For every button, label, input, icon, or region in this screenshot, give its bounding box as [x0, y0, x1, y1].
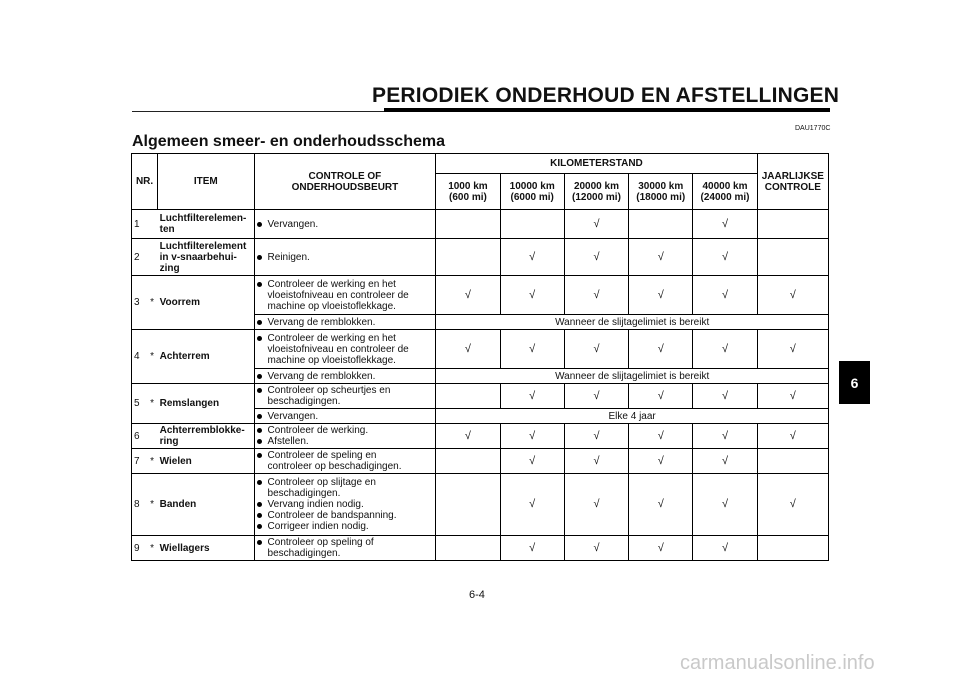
check-mark: √ — [629, 474, 693, 536]
row-control — [254, 210, 436, 239]
header-km-4 — [629, 174, 693, 210]
check-mark: √ — [500, 536, 564, 561]
check-mark: √ — [500, 276, 564, 315]
table-row — [132, 449, 829, 474]
check-mark: √ — [500, 424, 564, 449]
check-mark: √ — [500, 330, 564, 369]
row-item — [158, 330, 254, 384]
header-km-5 — [693, 174, 757, 210]
table-row — [132, 239, 829, 276]
bullet-line: Corrigeer indien nodig. — [267, 521, 369, 532]
row-star: * — [147, 449, 158, 474]
row-star: * — [147, 384, 158, 424]
empty-cell — [757, 210, 828, 239]
check-mark: √ — [564, 384, 628, 409]
header-km-2 — [500, 174, 564, 210]
check-mark: √ — [629, 449, 693, 474]
chapter-tab: 6 — [839, 361, 870, 404]
bullet-line: machine op vloeistoflekkage. — [267, 354, 396, 366]
check-mark: √ — [757, 330, 828, 369]
header-annual-line: CONTROLE — [764, 181, 821, 193]
check-mark: √ — [693, 239, 757, 276]
row-star — [147, 210, 158, 239]
check-mark: √ — [500, 239, 564, 276]
header-nr: NR. — [132, 154, 158, 210]
bullet-line: Controleer de werking. — [267, 425, 369, 436]
bullet-line: Controleer de speling en — [267, 450, 377, 461]
check-mark: √ — [500, 449, 564, 474]
header-item: ITEM — [158, 154, 254, 210]
bullet-line: Vervang indien nodig. — [267, 499, 364, 510]
empty-cell — [757, 536, 828, 561]
check-mark: √ — [757, 474, 828, 536]
page-title: PERIODIEK ONDERHOUD EN AFSTELLINGEN — [372, 84, 840, 107]
table-row — [132, 276, 829, 315]
check-mark: √ — [629, 239, 693, 276]
bullet-line: beschadigingen. — [267, 548, 341, 559]
bullet-line: vloeistofniveau en controleer de — [267, 289, 409, 301]
check-mark: √ — [564, 239, 628, 276]
item-line: Luchtfilterelement — [159, 240, 247, 252]
check-mark: √ — [757, 276, 828, 315]
bullet-line: Controleer op speling of — [267, 537, 374, 548]
mi-value: (600 mi) — [449, 191, 487, 203]
watermark: carmanualsonline.info — [680, 652, 875, 674]
bullet-item — [257, 436, 434, 447]
km-value: 10000 km — [509, 180, 555, 192]
check-mark: √ — [629, 384, 693, 409]
page-number: 6-4 — [469, 589, 485, 601]
table-row — [132, 210, 829, 239]
row-control — [254, 536, 436, 561]
title-rule-thick — [384, 108, 830, 112]
bullet-item — [257, 425, 434, 436]
document-code: DAU1770C — [795, 125, 831, 132]
row-number: 8 — [132, 474, 147, 536]
interval-note: Wanneer de slijtagelimiet is bereikt — [436, 315, 829, 330]
bullet-line: Reinigen. — [267, 251, 310, 263]
interval-note: Elke 4 jaar — [436, 409, 829, 424]
row-item — [158, 449, 254, 474]
bullet-item — [257, 219, 434, 230]
item-line: Achterrem — [159, 351, 210, 362]
bullet-item — [257, 510, 434, 521]
header-km-group: KILOMETERSTAND — [436, 154, 757, 174]
bullet-line: Vervang de remblokken. — [267, 316, 376, 328]
row-item — [158, 424, 254, 449]
row-control — [254, 315, 436, 330]
row-star: * — [147, 536, 158, 561]
item-line: zing — [159, 262, 180, 274]
bullet-item — [257, 499, 434, 510]
empty-cell — [436, 384, 500, 409]
bullet-line: vloeistofniveau en controleer de — [267, 343, 409, 355]
item-line: Achterremblokke- — [159, 425, 245, 436]
row-control — [254, 384, 436, 409]
row-control — [254, 330, 436, 369]
bullet-line: Controleer de werking en het — [267, 278, 396, 290]
bullet-item — [257, 537, 434, 559]
bullet-line: Vervang de remblokken. — [267, 370, 376, 382]
empty-cell — [757, 239, 828, 276]
row-item — [158, 384, 254, 424]
check-mark: √ — [436, 424, 500, 449]
table-row — [132, 536, 829, 561]
interval-note: Wanneer de slijtagelimiet is bereikt — [436, 369, 829, 384]
table-row — [132, 474, 829, 536]
row-control — [254, 239, 436, 276]
item-line: Voorrem — [159, 297, 201, 308]
table-body — [132, 210, 829, 561]
bullet-item — [257, 371, 434, 382]
km-value: 20000 km — [573, 180, 619, 192]
km-value: 40000 km — [702, 180, 748, 192]
bullet-line: Controleer de werking en het — [267, 332, 396, 344]
item-line: in v-snaarbehui- — [159, 251, 237, 263]
header-km-1 — [436, 174, 500, 210]
check-mark: √ — [436, 276, 500, 315]
check-mark: √ — [629, 276, 693, 315]
item-line: Luchtfilterelemen- — [159, 213, 247, 224]
bullet-line: Controleer op scheurtjes en — [267, 385, 391, 396]
check-mark: √ — [693, 536, 757, 561]
table-row — [132, 330, 829, 369]
bullet-line: Controleer de bandspanning. — [267, 510, 397, 521]
row-control — [254, 449, 436, 474]
row-number: 3 — [132, 276, 147, 330]
header-annual — [757, 154, 828, 210]
bullet-item — [257, 385, 434, 407]
header-control-line: ONDERHOUDSBEURT — [291, 181, 399, 193]
bullet-line: controleer op beschadigingen. — [267, 461, 402, 472]
check-mark: √ — [629, 330, 693, 369]
row-number: 7 — [132, 449, 147, 474]
row-control — [254, 474, 436, 536]
bullet-item — [257, 317, 434, 328]
bullet-item — [257, 450, 434, 472]
check-mark: √ — [500, 474, 564, 536]
table-row — [132, 384, 829, 409]
bullet-item — [257, 521, 434, 532]
bullet-item — [257, 279, 434, 312]
check-mark: √ — [693, 276, 757, 315]
row-item — [158, 210, 254, 239]
row-number: 1 — [132, 210, 147, 239]
check-mark: √ — [629, 536, 693, 561]
header-row-1 — [132, 154, 829, 174]
header-control-line: CONTROLE OF — [308, 170, 382, 182]
empty-cell — [436, 239, 500, 276]
check-mark: √ — [564, 536, 628, 561]
row-number: 4 — [132, 330, 147, 384]
mi-value: (24000 mi) — [700, 191, 750, 203]
row-star — [147, 424, 158, 449]
check-mark: √ — [693, 474, 757, 536]
check-mark: √ — [564, 474, 628, 536]
row-number: 9 — [132, 536, 147, 561]
bullet-line: Vervangen. — [267, 218, 319, 230]
row-item — [158, 239, 254, 276]
row-star: * — [147, 474, 158, 536]
check-mark: √ — [564, 210, 628, 239]
section-title: Algemeen smeer- en onderhoudsschema — [132, 133, 445, 150]
check-mark: √ — [564, 424, 628, 449]
empty-cell — [500, 210, 564, 239]
bullet-line: beschadigingen. — [267, 488, 341, 499]
check-mark: √ — [757, 384, 828, 409]
item-line: Remslangen — [159, 398, 220, 409]
check-mark: √ — [564, 449, 628, 474]
item-line: ten — [159, 224, 175, 235]
check-mark: √ — [500, 384, 564, 409]
row-number: 2 — [132, 239, 147, 276]
empty-cell — [757, 449, 828, 474]
check-mark: √ — [629, 424, 693, 449]
mi-value: (6000 mi) — [510, 191, 554, 203]
row-star — [147, 239, 158, 276]
check-mark: √ — [693, 449, 757, 474]
maintenance-table — [131, 153, 829, 561]
empty-cell — [436, 536, 500, 561]
bullet-item — [257, 477, 434, 499]
empty-cell — [436, 210, 500, 239]
item-line: ring — [159, 436, 179, 447]
item-line: Wiellagers — [159, 542, 210, 554]
bullet-line: machine op vloeistoflekkage. — [267, 300, 396, 312]
mi-value: (12000 mi) — [572, 191, 621, 203]
item-line: Banden — [159, 499, 197, 510]
empty-cell — [436, 474, 500, 536]
km-value: 30000 km — [638, 180, 684, 192]
check-mark: √ — [693, 330, 757, 369]
row-star: * — [147, 330, 158, 384]
bullet-line: Vervangen. — [267, 410, 319, 422]
bullet-item — [257, 252, 434, 263]
header-control — [254, 154, 436, 210]
bullet-item — [257, 333, 434, 366]
empty-cell — [629, 210, 693, 239]
check-mark: √ — [564, 276, 628, 315]
bullet-line: beschadigingen. — [267, 396, 341, 407]
row-item — [158, 474, 254, 536]
row-control — [254, 424, 436, 449]
row-item — [158, 276, 254, 330]
mi-value: (18000 mi) — [636, 191, 686, 203]
header-annual-line: JAARLIJKSE — [761, 170, 824, 182]
bullet-line: Controleer op slijtage en — [267, 477, 376, 488]
check-mark: √ — [693, 384, 757, 409]
row-number: 6 — [132, 424, 147, 449]
empty-cell — [436, 449, 500, 474]
check-mark: √ — [436, 330, 500, 369]
header-km-3 — [564, 174, 628, 210]
bullet-line: Afstellen. — [267, 436, 309, 447]
row-number: 5 — [132, 384, 147, 424]
row-control — [254, 409, 436, 424]
row-item — [158, 536, 254, 561]
row-control — [254, 276, 436, 315]
row-control — [254, 369, 436, 384]
row-star: * — [147, 276, 158, 330]
check-mark: √ — [757, 424, 828, 449]
km-value: 1000 km — [448, 180, 488, 192]
table-row — [132, 424, 829, 449]
check-mark: √ — [693, 210, 757, 239]
check-mark: √ — [564, 330, 628, 369]
item-line: Wielen — [159, 455, 192, 467]
bullet-item — [257, 411, 434, 422]
check-mark: √ — [693, 424, 757, 449]
